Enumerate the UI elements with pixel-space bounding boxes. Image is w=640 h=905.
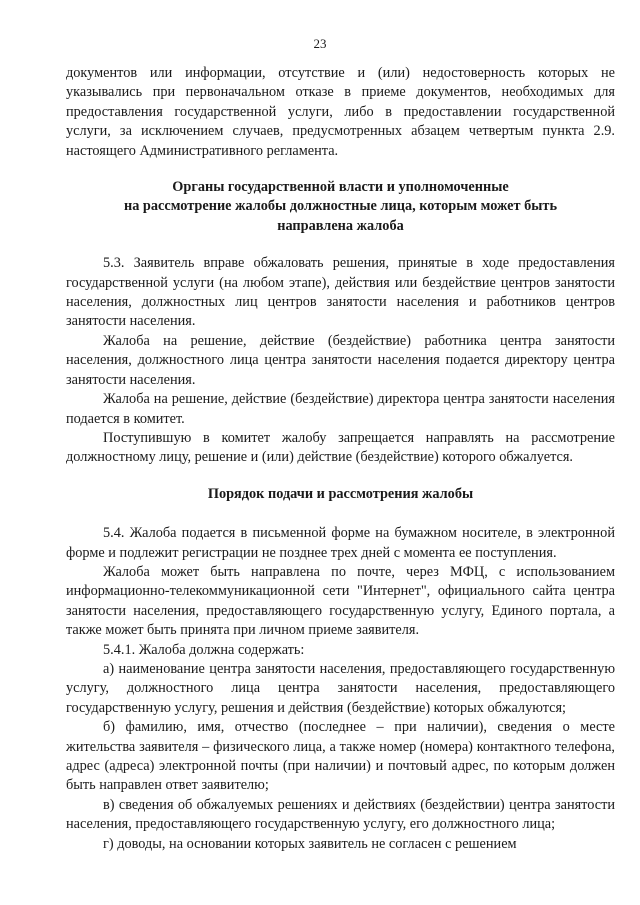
paragraph-intro: документов или информации, отсутствие и (или) недостоверность которых не указывались при первоначальном отказе в приеме документов, необходимых для предоставления государственной услуги, либо в предоставлении государственной услуги, за исключением случаев, предусмотренных абзацем четвертым пункта 2.9. настоящего Административного регламента. [66,65,615,159]
paragraph-5-3: 5.3. Заявитель вправе обжаловать решения, принятые в ходе предоставления государственной услуги (на любом этапе), действия или бездействие центров занятости населения, должностных лиц центров занятости населения и работников центров занятости населения. [66,255,615,330]
section-heading-line-1: Органы государственной власти и уполномоченные [172,179,509,196]
paragraph-5-3-prohibition: Поступившую в комитет жалобу запрещается направлять на рассмотрение должностному лицу, решение и (или) действие (бездействие) которого обжалуется. [66,429,615,466]
spacer [66,161,615,178]
page-number: 23 [313,36,327,51]
paragraph-5-4-1: 5.4.1. Жалоба должна содержать: [103,641,305,658]
paragraph-5-4-channels: Жалоба может быть направлена по почте, через МФЦ, с использованием информационно-телекоммуникационной сети "Интернет", официального сайта центра занятости населения, предоставляющего государственную услугу, Единого портала, а также может быть принята при личном приеме заявителя. [66,563,615,639]
list-item-g: г) доводы, на основании которых заявитель не согласен с решением [103,835,517,852]
document-body [66,64,615,854]
section-heading-procedure: Порядок подачи и рассмотрения жалобы [207,485,474,502]
list-item-b: б) фамилию, имя, отчество (последнее – при наличии), сведения о месте жительства заявителя – физического лица, а также номер (номера) контактного телефона, адрес (адреса) электронной почты (при наличии) и почтовый адрес, по которым должен быть направлен ответ заявителю; [66,719,615,794]
spacer [66,468,615,485]
list-item-v: в) сведения об обжалуемых решениях и действиях (бездействии) центра занятости населения, предоставляющего государственную услугу, его должностного лица; [66,796,615,833]
spacer [66,504,615,524]
paragraph-5-4: 5.4. Жалоба подается в письменной форме на бумажном носителе, в электронной форме и подлежит регистрации не позднее трех дней с момента ее поступления. [66,525,615,561]
section-heading-line-3: направлена жалоба [277,217,404,234]
spacer [66,236,615,254]
section-heading-line-2: на рассмотрение жалобы должностные лица, которым может быть [123,198,558,215]
paragraph-5-3-complaint-worker: Жалоба на решение, действие (бездействие) работника центра занятости населения, должностного лица центра занятости населения подается директору центра занятости населения. [66,332,615,388]
paragraph-5-3-complaint-director: Жалоба на решение, действие (бездействие) директора центра занятости населения подается в комитет. [66,391,615,427]
list-item-a: а) наименование центра занятости населения, предоставляющего государственную услугу, должностного лица центра занятости населения, предоставляющего государственную услугу, решения и действия (бездействие) которых обжалуются; [66,660,615,716]
